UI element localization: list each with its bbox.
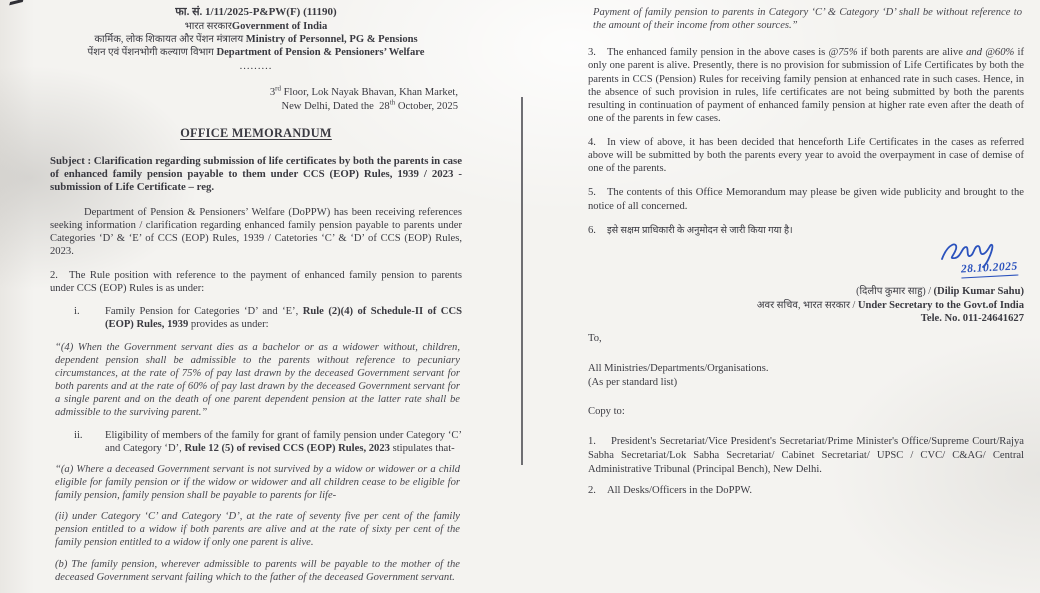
page-left: [50, 6, 462, 584]
to-line-standard-list: (As per standard list): [588, 376, 678, 388]
copy-item-1: 1. President's Secretariat/Vice President's Secretariat/Prime Minister's Office/Supreme Court/Rajya Sabha Secretariat/Lok Sabha Secretariat/ Cabinet Secretariat/ UPSC / CVC/ C&AG/ Central Administrative Tribunal (Principal Bench), New Delhi.: [588, 436, 1024, 475]
quote-rule-12-5-a: “(a) Where a deceased Government servant is not survived by a widow or widower or a child eligible for family pension or if the widow or widower and all children cease to be eligible for family pension, family pension shall be payable to parents for life-: [55, 463, 460, 502]
paragraph-4: 4. In view of above, it has been decided that henceforth Life Certificates in the cases as referred above will be submitted by both the parents every year to avoid the overpayment in case of demise of one of the parents.: [588, 137, 1024, 175]
ministry-english: Ministry of Personnel, PG & Pensions: [245, 34, 418, 46]
paragraph-6: 6. इसे सक्षम प्राधिकारी के अनुमोदन से जारी किया गया है।: [588, 224, 793, 236]
date-line: New Delhi, Dated the 28th October, 2025: [281, 98, 458, 112]
paragraph-1: Department of Pension & Pensioners’ Welfare (DoPPW) has been receiving references seeking information / clarification regarding enhanced family pension payable to parents under Categories ‘D’ & ‘E’ of CCS (EOP) Rules, 1939 / Catetories ‘C’ & ‘D’ of CCS (EOP) Rules, 2023.: [50, 206, 462, 258]
org-department-line: [50, 46, 462, 59]
govt-english: Government of India: [231, 20, 328, 32]
to-label: To,: [588, 333, 602, 345]
signature-date-handwritten: 28.10.2025: [961, 259, 1019, 278]
subject-line: Subject : Clarification regarding submission of life certificates by both the parents in case of enhanced family pension payable to them under CCS (EOP) Rules, 1939 / 2023 - submission of Life Certificate – reg.: [50, 154, 462, 194]
signature-block: [588, 239, 1024, 326]
to-line-ministries: All Ministries/Departments/Organisations.: [588, 362, 769, 374]
list-item-i: i. Family Pension for Categories ‘D’ and ‘E’, Rule (2)(4) of Schedule-II of CCS (EOP) Rules, 1939 provides as under:: [74, 305, 462, 330]
quote-continuation: Payment of family pension to parents in Category ‘C’ & Category ‘D’ shall be without reference to the amount of their income from other sources.”: [593, 7, 1022, 32]
ministry-hindi: कार्मिक, लोक शिकायत और पेंशन मंत्रालय: [94, 34, 244, 46]
signatory-name: (दिलीप कुमार साहु) / (Dilip Kumar Sahu): [856, 285, 1024, 297]
quote-rule-12-5-b: (b) The family pension, wherever admissible to parents will be payable to the mother of the deceased Government servant failing which to the father of the deceased Government servant.: [55, 558, 460, 583]
paragraph-5: 5. The contents of this Office Memorandum may please be given wide publicity and brought to the notice of all concerned.: [588, 187, 1024, 212]
signatory-designation: अवर सचिव, भारत सरकार / Under Secretary to the Govt.of India: [756, 299, 1024, 311]
address-date-block: [50, 86, 462, 114]
handwritten-signature-area: [588, 239, 1024, 285]
addressee-block: [588, 332, 1024, 498]
address-line: 3rd Floor, Lok Nayak Bhavan, Khan Market,: [269, 84, 458, 98]
org-ministry-line: [50, 33, 462, 46]
page-right: [588, 6, 1024, 498]
file-number: फा. सं. 1/11/2025-P&PW(F) (11190): [175, 6, 337, 18]
copy-item-2: 2. All Desks/Officers in the DoPPW.: [588, 485, 753, 497]
copy-to-heading: Copy to:: [588, 406, 625, 418]
page-divider-line: [521, 97, 523, 465]
office-memorandum-title: OFFICE MEMORANDUM: [180, 126, 332, 141]
org-govt-line: [50, 20, 462, 33]
signatory-telephone: Tele. No. 011-24641627: [920, 313, 1024, 325]
quote-rule-12-5-ii: (ii) under Category ‘C’ and Category ‘D’, at the rate of seventy five per cent of the family pension entitled to a widow if both parents are alive and at the rate of sixty per cent of the family pension entitled to a widow if only one parent is alive.: [55, 511, 460, 549]
list-item-ii: ii. Eligibility of members of the family for grant of family pension under Category ‘C’ and Category ‘D’, Rule 12 (5) of revised CCS (EOP) Rules, 2023 stipulates that-: [74, 429, 462, 454]
quote-rule-2-4: “(4) When the Government servant dies as a bachelor or as a widower without, children, dependent pension shall be admissible to the parents without reference to pecuniary circumstances, at the rate of 75% of pay last drawn by the deceased Government servant for both parents and at the rate of 60% of pay last drawn by the deceased Government servant for a single parent and on the death of one parent dependent pension at the latter rate shall be admissible to the surviving parent.”: [55, 341, 460, 419]
paragraph-2: 2. The Rule position with reference to the payment of enhanced family pension to parents under CCS (EOP) Rules is as under:: [50, 270, 462, 295]
department-english: Department of Pension & Pensioners’ Welfare: [216, 47, 425, 59]
department-hindi: पेंशन एवं पेंशनभोगी कल्याण विभाग: [87, 47, 214, 59]
paragraph-3: 3. The enhanced family pension in the above cases is @75% if both parents are alive and @60% if only one parent is alive. Presently, there is no provision for submission of Life Certificates by both the parents in CCS (Pension) Rules for receiving family pension at enhanced rate in such cases. Hence, in the absence of such provision in rules, life certificates are not being submitted by both the parents resulting in continuation of payment of enhanced family pension at higher rate even after the death of one of the parents in few cases.: [588, 47, 1025, 124]
govt-hindi: भारत सरकार: [184, 20, 232, 32]
separator-dots: .........: [239, 60, 273, 72]
